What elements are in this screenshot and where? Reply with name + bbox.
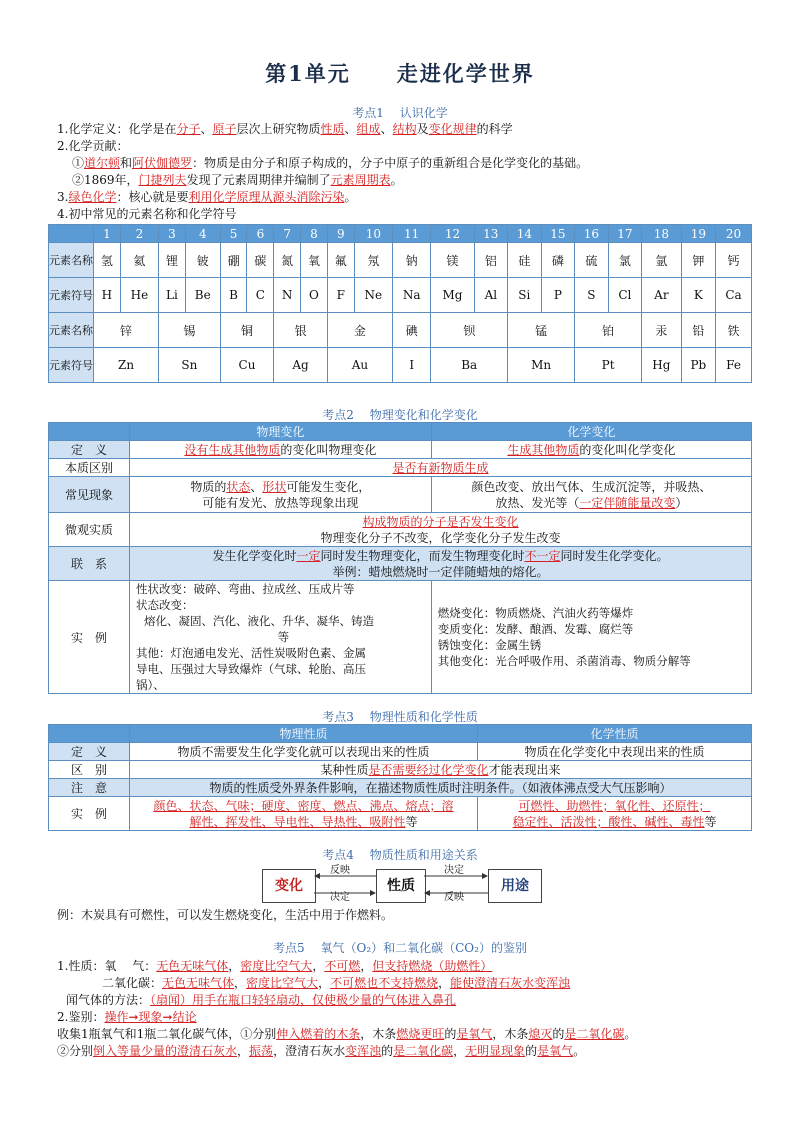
element-number: 6 bbox=[247, 225, 274, 243]
col-chemical-change: 化学变化 bbox=[431, 423, 751, 441]
label-symbol: 元素符号 bbox=[49, 278, 94, 313]
element-name: 钙 bbox=[716, 243, 752, 278]
element-name: 铂 bbox=[575, 313, 642, 348]
element-number: 14 bbox=[508, 225, 542, 243]
element-name: 硅 bbox=[508, 243, 542, 278]
section-4-heading: 考点4 物质性质和用途关系 bbox=[322, 848, 478, 862]
element-symbol: Cl bbox=[608, 278, 642, 313]
contribution-line: 2.化学贡献： bbox=[57, 139, 129, 153]
chemical-definition: 生成其他物质的变化叫化学变化 bbox=[431, 441, 751, 459]
element-name: 氩 bbox=[642, 243, 681, 278]
element-name: 硼 bbox=[220, 243, 247, 278]
element-symbol: Pb bbox=[681, 348, 716, 383]
row-label: 本质区别 bbox=[49, 459, 130, 477]
element-symbol: Fe bbox=[716, 348, 752, 383]
element-number: 17 bbox=[608, 225, 642, 243]
element-number: 4 bbox=[185, 225, 220, 243]
element-number: 3 bbox=[159, 225, 186, 243]
element-number: 15 bbox=[541, 225, 575, 243]
element-name: 铅 bbox=[681, 313, 716, 348]
section-2-heading: 考点2 物理变化和化学变化 bbox=[322, 408, 478, 422]
element-name: 汞 bbox=[642, 313, 681, 348]
row-label: 常见现象 bbox=[49, 477, 130, 513]
section-5-heading: 考点5 氧气（O₂）和二氧化碳（CO₂）的鉴别 bbox=[273, 941, 527, 955]
element-name: 钾 bbox=[681, 243, 716, 278]
element-number: 19 bbox=[681, 225, 716, 243]
element-number: 8 bbox=[301, 225, 328, 243]
element-name: 磷 bbox=[541, 243, 575, 278]
element-name: 钡 bbox=[431, 313, 508, 348]
element-symbol: Mg bbox=[431, 278, 474, 313]
element-name: 铁 bbox=[716, 313, 752, 348]
essential-difference: 是否有新物质生成 bbox=[130, 459, 752, 477]
element-name: 锰 bbox=[508, 313, 575, 348]
element-symbol: K bbox=[681, 278, 716, 313]
property-table bbox=[48, 724, 752, 831]
identification-line: 2.鉴别：操作➞现象➞结论 bbox=[57, 1010, 197, 1024]
element-symbol: Hg bbox=[642, 348, 681, 383]
col-physical-property: 物理性质 bbox=[130, 725, 478, 743]
element-symbol: F bbox=[327, 278, 354, 313]
element-name: 锌 bbox=[94, 313, 159, 348]
element-symbol: Ca bbox=[716, 278, 752, 313]
element-symbol: S bbox=[575, 278, 609, 313]
element-symbol: Mn bbox=[508, 348, 575, 383]
element-number: 10 bbox=[354, 225, 392, 243]
element-name: 碳 bbox=[247, 243, 274, 278]
box-property: 性质 bbox=[376, 869, 426, 903]
label-reflect: 反映 bbox=[444, 892, 464, 903]
smell-method: 闻气体的方法：（扇闻）用手在瓶口轻轻扇动，仅使极少量的气体进入鼻孔 bbox=[66, 993, 457, 1007]
section-3-heading: 考点3 物理性质和化学性质 bbox=[322, 710, 478, 724]
element-number: 7 bbox=[274, 225, 301, 243]
col-chemical-property: 化学性质 bbox=[478, 725, 752, 743]
element-number: 1 bbox=[94, 225, 121, 243]
row-label: 联 系 bbox=[49, 547, 130, 581]
relation: 发生化学变化时一定同时发生物理变化，而发生物理变化时不一定同时发生化学变化。 举例：蜡烛燃烧时一定伴随蜡烛的熔化。 bbox=[130, 547, 752, 581]
chemical-phenomena: 颜色改变、放出气体、生成沉淀等，并吸热、 放热、发光等（一定伴随能量改变） bbox=[431, 477, 751, 513]
element-symbol: C bbox=[247, 278, 274, 313]
element-name: 氦 bbox=[120, 243, 158, 278]
physical-examples: 性状改变：破碎、弯曲、拉成丝、压成片等 状态改变： 熔化、凝固、汽化、液化、升华、凝华、铸造 等 其他：灯泡通电发光、活性炭吸附色素、金属 导电、压强过大导致爆炸（气球、轮胎、高压 锅）、 bbox=[130, 581, 432, 694]
element-symbol: Na bbox=[392, 278, 430, 313]
identification-method-1: 收集1瓶氧气和1瓶二氧化碳气体，①分别伸入燃着的木条，木条燃烧更旺的是氧气，木条熄灭的是二氧化碳。 bbox=[57, 1027, 637, 1041]
element-number: 16 bbox=[575, 225, 609, 243]
element-symbol: H bbox=[94, 278, 121, 313]
micro-essence: 构成物质的分子是否发生变化 物理变化分子不改变，化学变化分子发生改变 bbox=[130, 513, 752, 547]
box-use: 用途 bbox=[488, 869, 542, 903]
element-name: 氯 bbox=[608, 243, 642, 278]
element-name: 氮 bbox=[274, 243, 301, 278]
box-change: 变化 bbox=[262, 869, 316, 903]
element-symbol: O bbox=[301, 278, 328, 313]
element-name: 铝 bbox=[474, 243, 508, 278]
element-number: 18 bbox=[642, 225, 681, 243]
row-label: 定 义 bbox=[49, 441, 130, 459]
oxygen-properties: 1.性质：氧 气：无色无味气体，密度比空气大，不可燃，但支持燃烧（助燃性） bbox=[57, 959, 493, 973]
label-decide: 决定 bbox=[444, 865, 464, 876]
label-reflect: 反映 bbox=[330, 865, 350, 876]
label-decide: 决定 bbox=[330, 892, 350, 903]
element-name: 镁 bbox=[431, 243, 474, 278]
label-name: 元素名称 bbox=[49, 313, 94, 348]
green-chemistry-line: 3.绿色化学：核心就是要利用化学原理从源头消除污染。 bbox=[57, 190, 357, 204]
element-symbol: Al bbox=[474, 278, 508, 313]
element-number: 2 bbox=[120, 225, 158, 243]
contribution-2: ②1869年，门捷列夫发现了元素周期律并编制了元素周期表。 bbox=[72, 173, 403, 187]
identification-method-2: ②分别倒入等量少量的澄清石灰水，振荡，澄清石灰水变浑浊的是二氧化碳，无明显现象的是氧气。 bbox=[57, 1044, 586, 1058]
page-title: 第1单元 走进化学世界 bbox=[265, 61, 535, 86]
element-name: 碘 bbox=[392, 313, 430, 348]
element-symbol: B bbox=[220, 278, 247, 313]
element-symbol: Li bbox=[159, 278, 186, 313]
chemical-property-definition: 物质在化学变化中表现出来的性质 bbox=[478, 743, 752, 761]
element-symbol: Ar bbox=[642, 278, 681, 313]
row-label: 微观实质 bbox=[49, 513, 130, 547]
label-symbol: 元素符号 bbox=[49, 348, 94, 383]
physical-definition: 没有生成其他物质的变化叫物理变化 bbox=[130, 441, 432, 459]
elements-table-1 bbox=[48, 224, 752, 383]
col-physical-change: 物理变化 bbox=[130, 423, 432, 441]
physical-property-examples: 颜色、状态、气味；硬度、密度、燃点、沸点、熔点；溶 解性、挥发性、导电性、导热性、吸附性等 bbox=[130, 797, 478, 831]
co2-properties: 二氧化碳：无色无味气体，密度比空气大，不可燃也不支持燃烧，能使澄清石灰水变浑浊 bbox=[102, 976, 571, 990]
row-label: 注 意 bbox=[49, 779, 130, 797]
element-symbol: P bbox=[541, 278, 575, 313]
physical-phenomena: 物质的状态、形状可能发生变化， 可能有发光、放热等现象出现 bbox=[130, 477, 432, 513]
row-label: 区 别 bbox=[49, 761, 130, 779]
element-number: 13 bbox=[474, 225, 508, 243]
contribution-1: ①道尔顿和阿伏伽德罗：物质是由分子和原子构成的，分子中原子的重新组合是化学变化的基础。 bbox=[72, 156, 589, 170]
element-name: 金 bbox=[327, 313, 392, 348]
element-name: 氢 bbox=[94, 243, 121, 278]
row-label: 实 例 bbox=[49, 581, 130, 694]
element-name: 铜 bbox=[220, 313, 274, 348]
element-number: 20 bbox=[716, 225, 752, 243]
property-note: 物质的性质受外界条件影响，在描述物质性质时注明条件。（如液体沸点受大气压影响） bbox=[130, 779, 752, 797]
element-symbol: Au bbox=[327, 348, 392, 383]
element-name: 钠 bbox=[392, 243, 430, 278]
row-label: 定 义 bbox=[49, 743, 130, 761]
change-table bbox=[48, 422, 752, 694]
element-symbol: Sn bbox=[159, 348, 221, 383]
element-symbol: Be bbox=[185, 278, 220, 313]
element-symbol: Ne bbox=[354, 278, 392, 313]
element-symbol: Ag bbox=[274, 348, 328, 383]
elements-intro: 4.初中常见的元素名称和化学符号 bbox=[57, 207, 237, 221]
element-name: 铍 bbox=[185, 243, 220, 278]
element-number: 11 bbox=[392, 225, 430, 243]
element-name: 银 bbox=[274, 313, 328, 348]
element-symbol: He bbox=[120, 278, 158, 313]
element-number: 5 bbox=[220, 225, 247, 243]
label-name: 元素名称 bbox=[49, 243, 94, 278]
example-line: 例：木炭具有可燃性，可以发生燃烧变化，生活中用于作燃料。 bbox=[57, 908, 394, 922]
chemical-property-examples: 可燃性、助燃性；氧化性、还原性； 稳定性、活泼性；酸性、碱性、毒性等 bbox=[478, 797, 752, 831]
element-symbol: I bbox=[392, 348, 430, 383]
element-symbol: Pt bbox=[575, 348, 642, 383]
row-label: 实 例 bbox=[49, 797, 130, 831]
element-name: 硫 bbox=[575, 243, 609, 278]
element-symbol: Ba bbox=[431, 348, 508, 383]
element-name: 锡 bbox=[159, 313, 221, 348]
element-symbol: N bbox=[274, 278, 301, 313]
element-name: 氟 bbox=[327, 243, 354, 278]
physical-property-definition: 物质不需要发生化学变化就可以表现出来的性质 bbox=[130, 743, 478, 761]
element-number: 9 bbox=[327, 225, 354, 243]
element-number: 12 bbox=[431, 225, 474, 243]
element-symbol: Zn bbox=[94, 348, 159, 383]
element-symbol: Cu bbox=[220, 348, 274, 383]
element-symbol: Si bbox=[508, 278, 542, 313]
definition-line: 1.化学定义：化学是在分子、原子层次上研究物质性质、组成、结构及变化规律的科学 bbox=[57, 122, 513, 136]
element-name: 氖 bbox=[354, 243, 392, 278]
element-name: 氧 bbox=[301, 243, 328, 278]
property-difference: 某种性质是否需要经过化学变化才能表现出来 bbox=[130, 761, 752, 779]
element-name: 锂 bbox=[159, 243, 186, 278]
section-1-heading: 考点1 认识化学 bbox=[352, 106, 448, 120]
chemical-examples: 燃烧变化：物质燃烧、汽油火药等爆炸 变质变化：发酵、酿酒、发霉、腐烂等 锈蚀变化：金属生锈 其他变化：光合呼吸作用、杀菌消毒、物质分解等 bbox=[431, 581, 751, 694]
